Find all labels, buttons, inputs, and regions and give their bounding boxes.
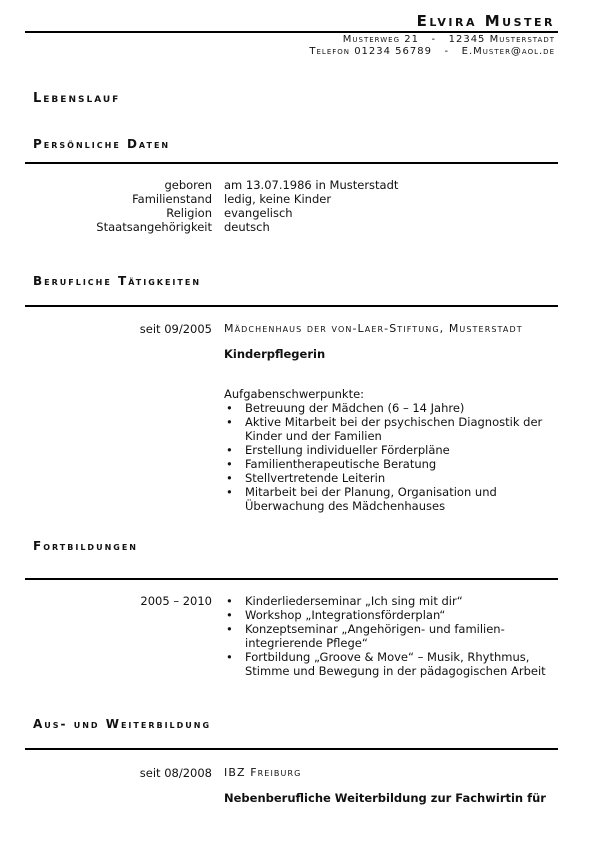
list-item: • Erstellung individueller Förderpläne xyxy=(224,443,542,457)
personal-value: deutsch xyxy=(224,220,270,234)
list-item: • Workshop „Integrationsförderplan“ xyxy=(224,608,546,622)
list-item: • Familientherapeutische Beratung xyxy=(224,457,542,471)
section-rule-training xyxy=(25,578,558,580)
personal-label: geboren xyxy=(164,178,212,192)
personal-value: evangelisch xyxy=(224,206,293,220)
section-rule-education xyxy=(25,748,558,750)
education-program: Nebenberufliche Weiterbildung zur Fachwirtin für xyxy=(224,791,546,805)
work-role: Kinderpflegerin xyxy=(224,347,326,361)
section-heading-education: Aus- und Weiterbildung xyxy=(33,717,212,731)
section-heading-work: Berufliche Tätigkeiten xyxy=(33,274,202,288)
work-date: seit 09/2005 xyxy=(139,322,212,336)
list-item: • Konzeptseminar „Angehörigen- und familien- integrierende Pflege“ xyxy=(224,622,546,650)
personal-label: Religion xyxy=(166,206,212,220)
list-item: • Mitarbeit bei der Planung, Organisation und Überwachung des Mädchenhauses xyxy=(224,485,542,513)
header-rule xyxy=(25,31,558,33)
section-heading-personal: Persönliche Daten xyxy=(33,137,171,151)
personal-value: ledig, keine Kinder xyxy=(224,192,332,206)
address-line: Musterweg 21 - 12345 Musterstadt xyxy=(342,34,555,45)
personal-label: Staatsangehörigkeit xyxy=(96,220,212,234)
personal-value: am 13.07.1986 in Musterstadt xyxy=(224,178,399,192)
section-rule-work xyxy=(25,305,558,307)
list-item: • Aktive Mitarbeit bei der psychischen Diagnostik der Kinder und der Familien xyxy=(224,415,542,443)
personal-label: Familienstand xyxy=(132,192,212,206)
section-rule-personal xyxy=(25,162,558,164)
work-organization: Mädchenhaus der von-Laer-Stiftung, Musterstadt xyxy=(224,322,523,335)
work-tasks-heading: Aufgabenschwerpunkte: xyxy=(224,387,365,401)
education-institution: IBZ Freiburg xyxy=(224,766,302,779)
applicant-name: Elvira Muster xyxy=(416,12,555,30)
list-item: • Stellvertretende Leiterin xyxy=(224,471,542,485)
list-item: • Fortbildung „Groove & Move“ – Musik, Rhythmus, Stimme und Bewegung in der pädagogischen Arbeit xyxy=(224,650,546,678)
page-title: Lebenslauf xyxy=(33,91,121,106)
list-item: • Betreuung der Mädchen (6 – 14 Jahre) xyxy=(224,401,542,415)
work-tasks-list xyxy=(224,401,542,513)
training-list xyxy=(224,594,546,678)
training-date: 2005 – 2010 xyxy=(140,594,212,608)
section-heading-training: Fortbildungen xyxy=(33,539,138,553)
list-item: • Kinderliederseminar „Ich sing mit dir“ xyxy=(224,594,546,608)
contact-line: Telefon 01234 56789 - E.Muster@aol.de xyxy=(309,46,555,57)
education-date: seit 08/2008 xyxy=(139,766,212,780)
